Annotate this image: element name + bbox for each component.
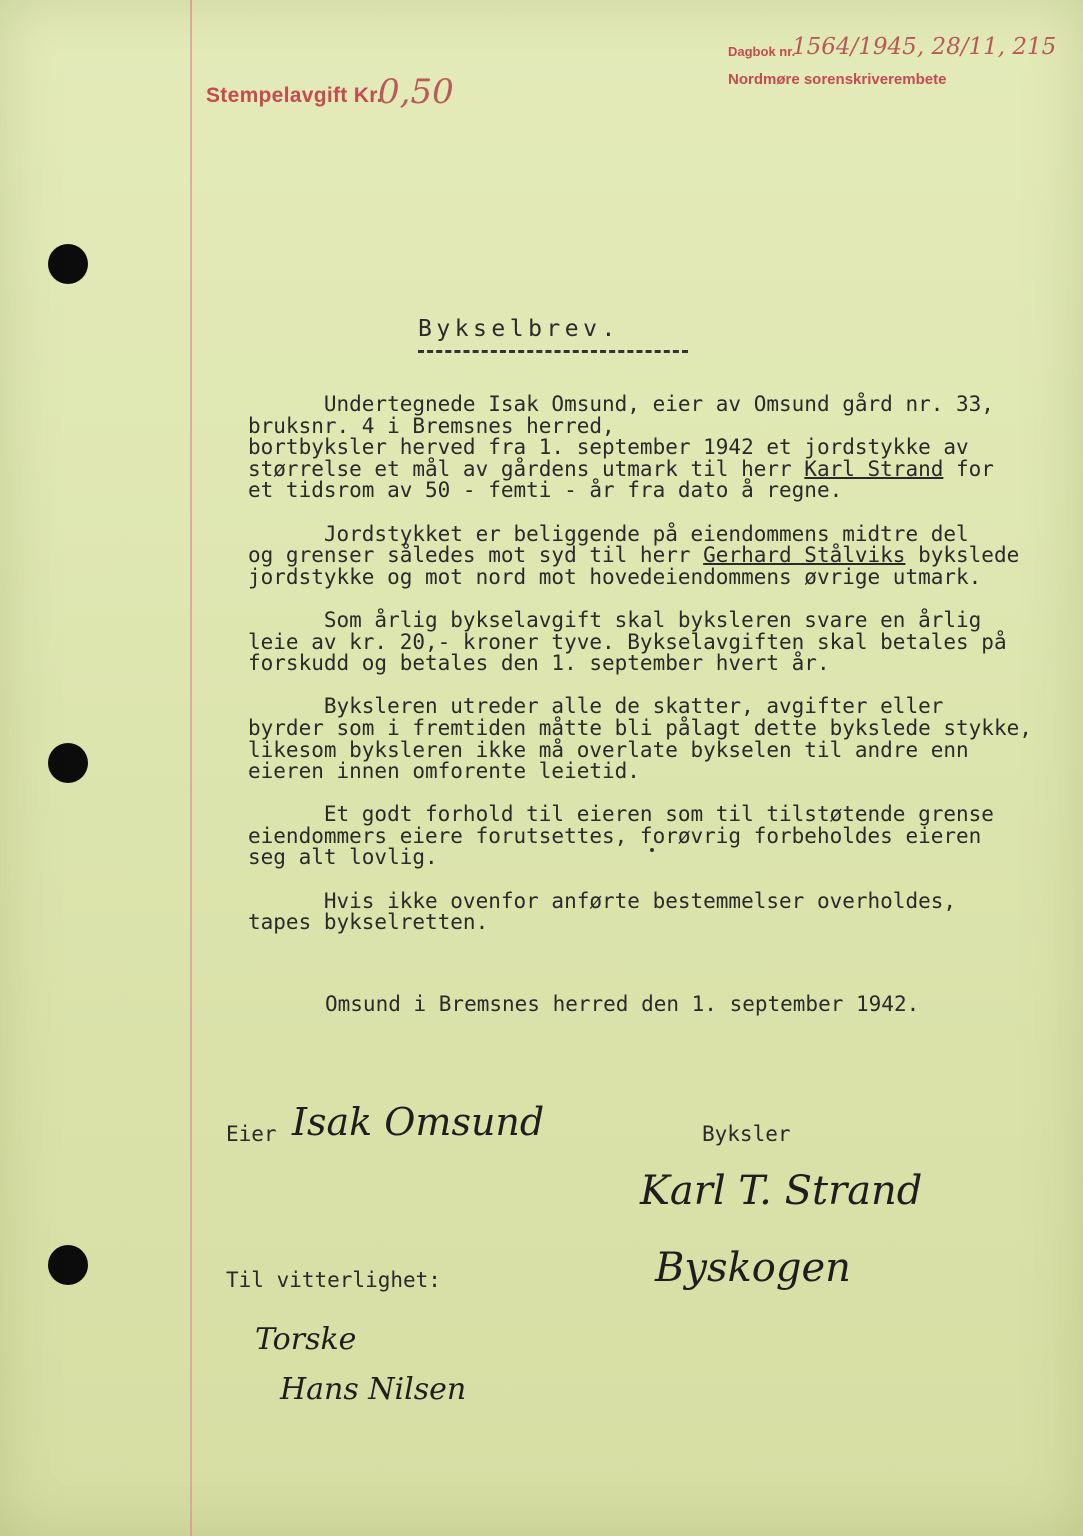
witness-signature-1: Torske — [255, 1322, 357, 1357]
witness-label: Til vitterlighet: — [226, 1268, 441, 1292]
stamp-fee-amount: 0,50 — [378, 72, 454, 112]
paragraph: Undertegnede Isak Omsund, eier av Omsund gård nr. 33, bruksnr. 4 i Bremsnes herred, bortbyksler herved fra 1. september 1942 et jordstykke av størrelse et mål av gårdens utmark til herr Karl Strand for et tidsrom av 50 - femti - år fra dato å regne. — [248, 392, 994, 503]
stamp-diary-number: 1564/1945, 28/11, 215 — [792, 34, 1057, 60]
document-title: Bykselbrev. — [418, 316, 620, 342]
punch-hole — [48, 244, 88, 284]
stamp-office: Nordmøre sorenskriverembete — [728, 71, 947, 88]
lessee-signature-2: Byskogen — [655, 1245, 851, 1291]
punch-hole — [48, 1245, 88, 1285]
punch-hole — [48, 743, 88, 783]
stamp-diary-label: Dagbok nr. — [728, 44, 796, 59]
margin-line — [190, 0, 192, 1536]
body-text — [248, 394, 1048, 955]
ink-dot — [650, 848, 654, 852]
owner-label: Eier — [226, 1122, 277, 1146]
paragraph: Et godt forhold til eieren som til tilstøtende grense eiendommers eiere forutsettes, forøvrig forbeholdes eieren seg alt lovlig. — [248, 802, 994, 870]
lessee-label: Byksler — [702, 1122, 791, 1146]
lessee-signature: Karl T. Strand — [640, 1168, 923, 1214]
witness-signature-2: Hans Nilsen — [280, 1372, 467, 1407]
paragraph: Jordstykket er beliggende på eiendommens midtre del og grenser således mot syd til herr Gerhard Stålviks bykslede jordstykke og mot nord mot hovedeiendommens øvrige utmark. — [248, 521, 1020, 589]
paragraph: Byksleren utreder alle de skatter, avgifter eller byrder som i fremtiden måtte bli pålagt dette bykslede stykke, likesom byksleren ikke må overlate bykselen til andre enn eieren innen omforente leietid. — [248, 694, 1032, 784]
owner-signature: Isak Omsund — [292, 1100, 545, 1144]
title-underline — [418, 350, 688, 353]
place-date: Omsund i Bremsnes herred den 1. september 1942. — [325, 992, 920, 1016]
paragraph: Hvis ikke ovenfor anførte bestemmelser overholdes, tapes bykselretten. — [248, 888, 957, 935]
stamp-fee-label: Stempelavgift Kr. — [206, 84, 383, 107]
paragraph: Som årlig bykselavgift skal byksleren svare en årlig leie av kr. 20,- kroner tyve. Bykselavgiften skal betales på forskudd og betales den 1. september hvert år. — [248, 607, 1007, 676]
